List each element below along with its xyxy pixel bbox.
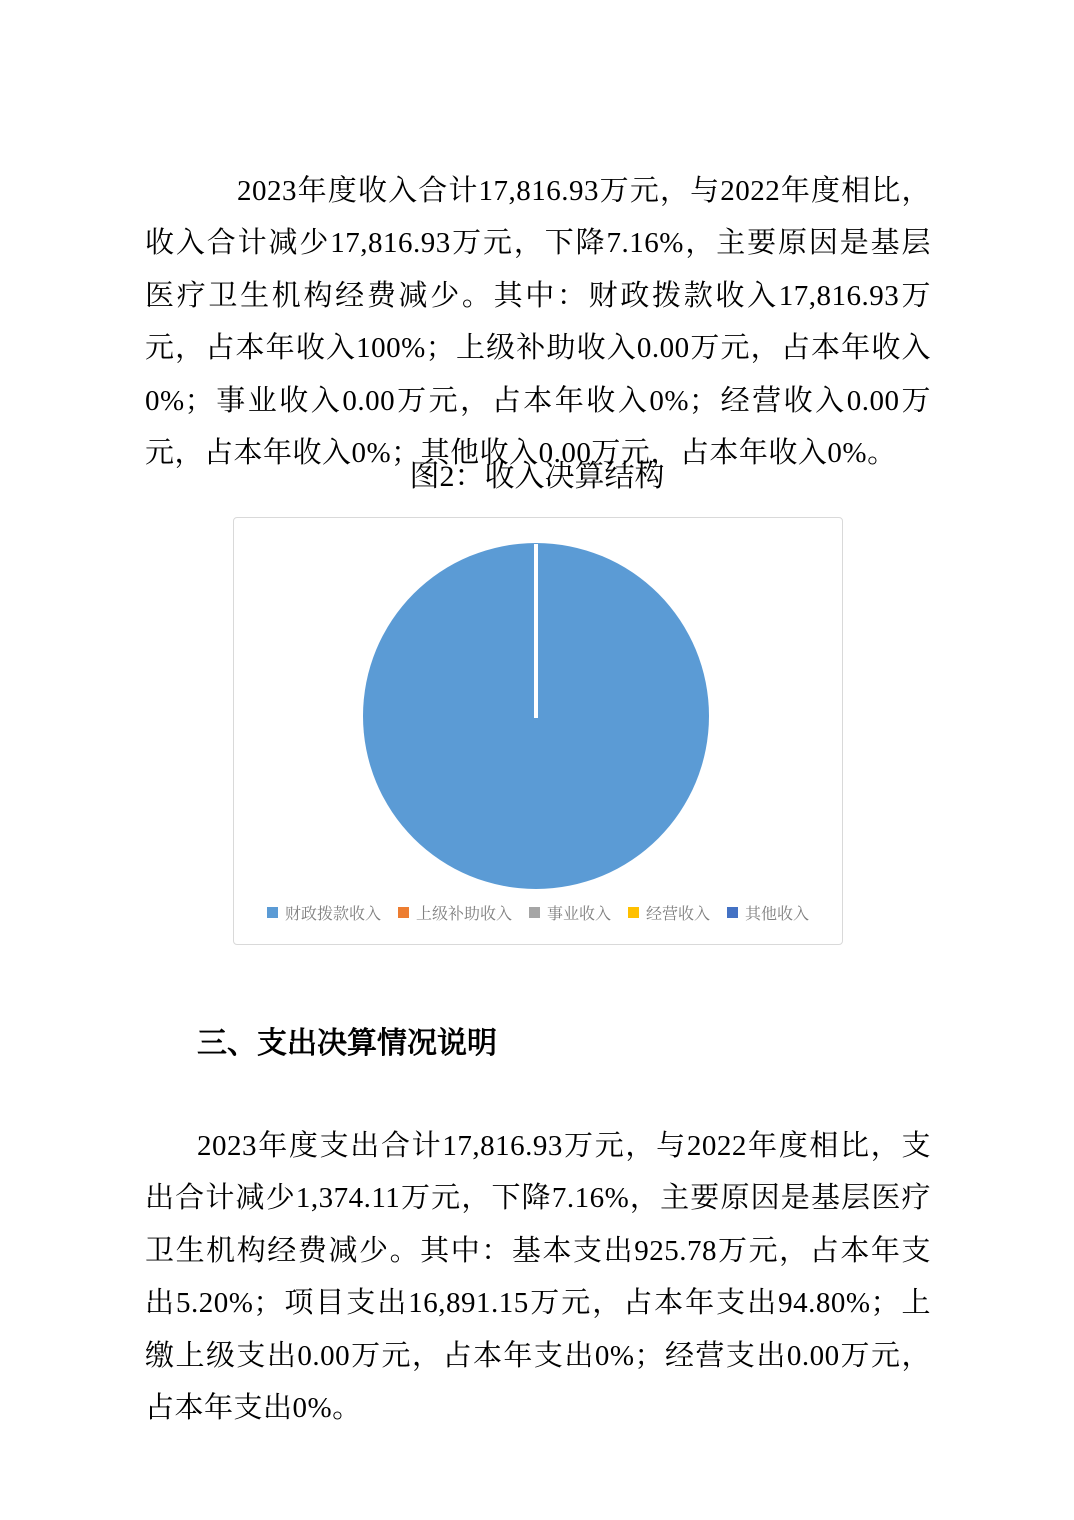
legend-item: [628, 901, 710, 924]
legend-label: 上级补助收入: [415, 906, 512, 923]
legend-label: 其他收入: [745, 906, 810, 923]
chart-legend: [234, 901, 842, 924]
figure-caption: 图2：收入决算结构: [409, 460, 665, 493]
legend-swatch-icon: [398, 907, 409, 918]
legend-item: [267, 901, 381, 924]
section-heading-expenditure: 三、支出决算情况说明: [197, 1027, 497, 1060]
legend-item: [727, 901, 809, 924]
pie-chart: [234, 518, 842, 944]
paragraph-income-summary: 2023年度收入合计17,816.93万元，与2022年度相比，收入合计减少17,816.93万元，下降7.16%，主要原因是基层医疗卫生机构经费减少。其中：财政拨款收入17,816.93万元，占本年收入100%；上级补助收入0.00万元，占本年收入0%；事业收入0.00万元，占本年收入0%；经营收入0.00万元，占本年收入0%；其他收入0.00万元，占本年收入0%。: [145, 175, 931, 470]
legend-swatch-icon: [267, 907, 278, 918]
paragraph-expenditure-summary: 2023年度支出合计17,816.93万元，与2022年度相比，支出合计减少1,374.11万元，下降7.16%，主要原因是基层医疗卫生机构经费减少。其中：基本支出925.78万元，占本年支出5.20%；项目支出16,891.15万元，占本年支出94.80%；上缴上级支出0.00万元，占本年支出0%；经营支出0.00万元，占本年支出0%。: [145, 1130, 931, 1425]
legend-item: [398, 901, 512, 924]
legend-swatch-icon: [628, 907, 639, 918]
legend-swatch-icon: [727, 907, 738, 918]
income-pie-chart-container: [233, 517, 843, 945]
legend-label: 财政拨款收入: [284, 906, 381, 923]
legend-swatch-icon: [529, 907, 540, 918]
legend-label: 事业收入: [546, 906, 611, 923]
legend-item: [529, 901, 611, 924]
legend-label: 经营收入: [646, 906, 711, 923]
